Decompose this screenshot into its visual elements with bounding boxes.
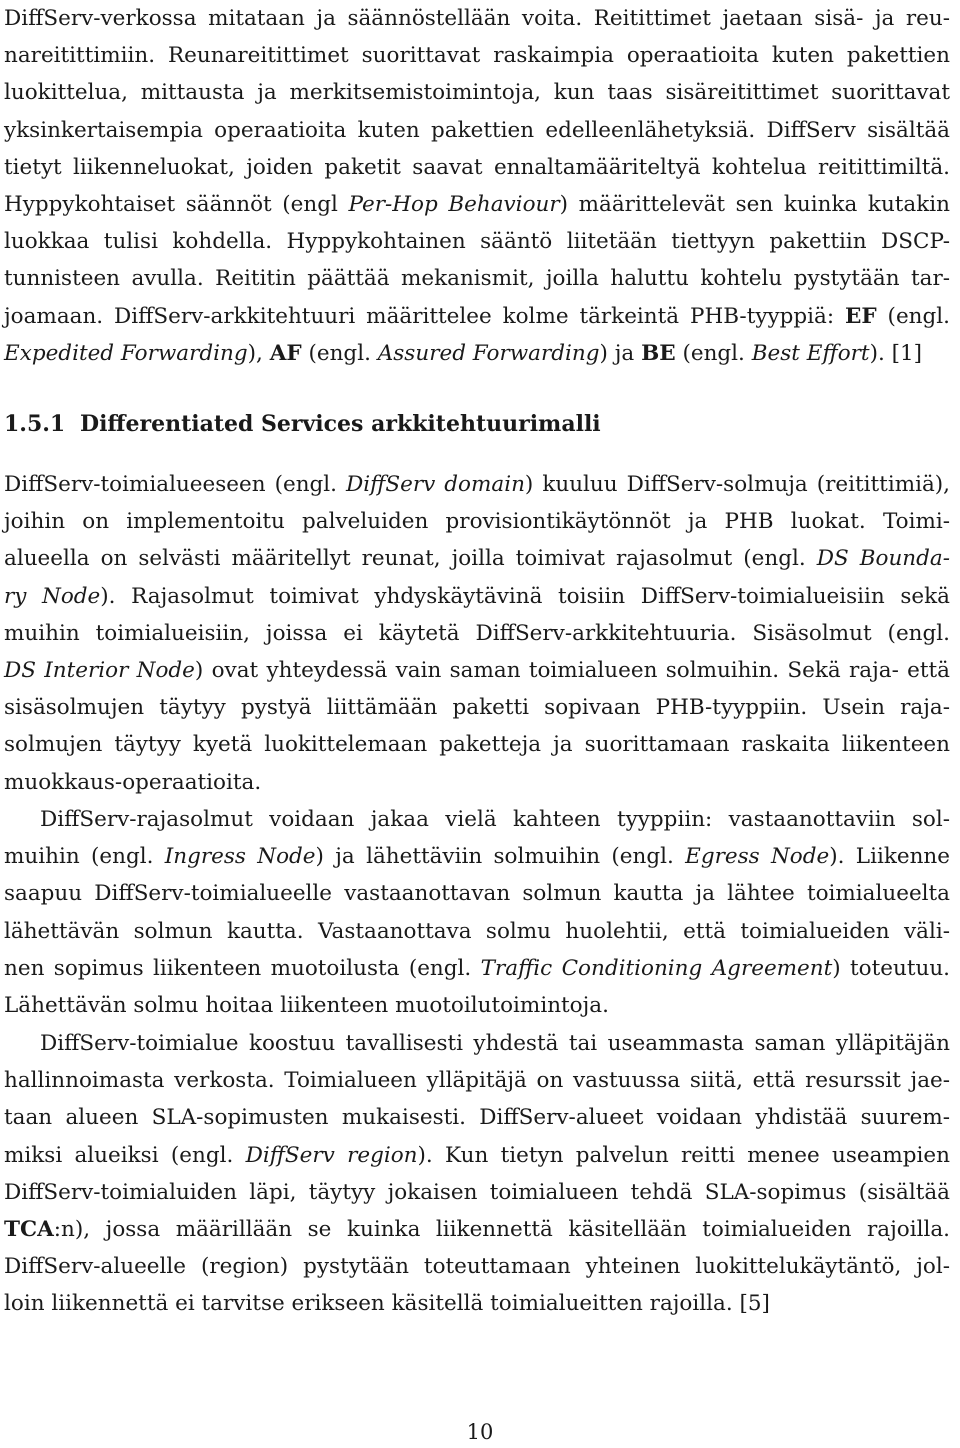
paragraph-4 [4, 1025, 950, 1323]
text-line: solmujen täytyy kyetä luokittelemaan paketteja ja suorittamaan raskaita liikenteen [4, 732, 950, 758]
section-number: 1.5.1 [4, 411, 66, 437]
text-line: DiffServ-alueelle (region) pystytään toteuttamaan yhteinen luokittelukäytäntö, jol- [4, 1254, 950, 1280]
text-line: DiffServ-rajasolmut voidaan jakaa vielä kahteen tyyppiin: vastaanottaviin sol- [40, 807, 950, 832]
text-line: saapuu DiffServ-toimialueelle vastaanottavan solmun kautta ja lähtee toimialueelta [4, 881, 950, 907]
text-line [4, 298, 950, 335]
text-line: sisäsolmujen täytyy pystyä liittämään paketti sopivaan PHB-tyyppiin. Usein raja- [4, 695, 950, 721]
text-line [4, 186, 950, 223]
text-run: ), [247, 340, 270, 366]
english-term: DiffServ domain [346, 472, 525, 497]
paragraph-2 [4, 466, 950, 801]
text-line [4, 652, 950, 689]
text-run: ). Liikenne [829, 844, 951, 870]
text-run: nen sopimus liikenteen muotoilusta (engl. [4, 955, 481, 981]
text-run: alueella on selvästi määritellyt reunat, joilla toimivat rajasolmut (engl. [4, 546, 817, 572]
text-run: ) ja [599, 340, 642, 366]
text-line [4, 540, 950, 577]
text-line: tunnisteen avulla. Reititin päättää mekanismit, joilla haluttu kohtelu pystytään tar- [4, 266, 950, 292]
text-line: luokittelua, mittausta ja merkitsemistoimintoja, kun taas sisäreitittimet suorittavat [4, 80, 950, 106]
text-run: ) kuuluu DiffServ-solmuja (reitittimiä), [524, 472, 950, 497]
text-run: ). Rajasolmut toimivat yhdyskäytävinä toisiin DiffServ-toimialueisiin sekä [100, 583, 950, 609]
text-run: ). Kun tietyn palvelun reitti menee useampien [417, 1142, 950, 1168]
english-term: ry Node [4, 583, 101, 609]
text-run: (engl. [876, 303, 950, 329]
text-line: DiffServ-toimialuiden läpi, täytyy jokaisen toimialueen tehdä SLA-sopimus (sisältää [4, 1179, 950, 1205]
text-line [4, 838, 950, 875]
text-run: ) ovat yhteydessä vain saman toimialueen solmuihin. Sekä raja- että [194, 657, 950, 683]
paragraph-3 [4, 801, 950, 1024]
text-run: DiffServ-toimialueeseen (engl. [4, 472, 347, 497]
text-run: miksi alueiksi (engl. [4, 1142, 246, 1168]
english-term: DiffServ region [245, 1142, 418, 1168]
text-run: ) määrittelevät sen kuinka kutakin [559, 191, 950, 217]
bold-term: EF [845, 303, 877, 329]
text-run: :n), jossa määrillään se kuinka liikennettä käsitellään toimialueiden rajoilla. [53, 1216, 950, 1242]
text-line [4, 1211, 950, 1248]
paragraph-1 [4, 0, 950, 372]
text-line: nareitittimiin. Reunareitittimet suorittavat raskaimpia operaatioita kuten pakettien [4, 43, 950, 69]
page-number: 10 [466, 1420, 494, 1444]
section-heading [4, 404, 601, 444]
english-term: Egress Node [685, 844, 830, 870]
text-run: Hyppykohtaiset säännöt (engl [4, 191, 349, 217]
text-line: lähettävän solmun kautta. Vastaanottava solmu huolehtii, että toimialueiden väli- [4, 918, 950, 944]
bold-term: TCA [4, 1216, 54, 1242]
text-run: joamaan. DiffServ-arkkitehtuuri määrittelee kolme tärkeintä PHB-tyyppiä: [4, 303, 845, 329]
text-line [4, 466, 950, 503]
text-line: Lähettävän solmu hoitaa liikenteen muotoilutoimintoja. [4, 992, 609, 1018]
text-line [4, 950, 950, 987]
text-line [4, 335, 950, 372]
english-term: Ingress Node [164, 844, 316, 870]
text-line [4, 1137, 950, 1174]
text-run: (engl. [675, 340, 752, 366]
text-line [4, 578, 950, 615]
bold-term: BE [641, 340, 676, 366]
text-line: taan alueen SLA-sopimusten mukaisesti. DiffServ-alueet voidaan yhdistää suurem- [4, 1105, 950, 1131]
text-line: yksinkertaisempia operaatioita kuten pakettien edelleenlähetyksiä. DiffServ sisältää [4, 117, 950, 143]
text-line: loin liikennettä ei tarvitse erikseen käsitellä toimialueitten rajoilla. [5] [4, 1291, 770, 1317]
section-title: Differentiated Services arkkitehtuurimalli [80, 411, 601, 437]
text-line: DiffServ-toimialue koostuu tavallisesti yhdestä tai useammasta saman ylläpitäjän [40, 1031, 950, 1056]
english-term: Expedited Forwarding [4, 340, 248, 366]
english-term: Best Effort [751, 340, 870, 366]
english-term: Assured Forwarding [377, 340, 600, 366]
text-line: tietyt liikenneluokat, joiden paketit saavat ennaltamääriteltyä kohtelua reitittimiltä. [4, 154, 950, 180]
text-line: muihin toimialueisiin, joissa ei käytetä DiffServ-arkkitehtuuria. Sisäsolmut (engl. [4, 620, 950, 646]
text-line: luokkaa tulisi kohdella. Hyppykohtainen sääntö liitetään tiettyyn pakettiin DSCP- [4, 229, 950, 255]
english-term: Per-Hop Behaviour [348, 191, 560, 217]
text-line: DiffServ-verkossa mitataan ja säännöstellään voita. Reitittimet jaetaan sisä- ja reu- [4, 6, 950, 31]
text-run: (engl. [301, 340, 378, 366]
english-term: DS Bounda- [816, 546, 950, 572]
text-run: ) toteutuu. [832, 955, 951, 981]
text-line: muokkaus-operaatioita. [4, 769, 262, 795]
text-run: ). [1] [869, 340, 923, 366]
english-term: Traffic Conditioning Agreement [480, 955, 833, 981]
text-run: muihin (engl. [4, 844, 165, 870]
text-run: ) ja lähettäviin solmuihin (engl. [315, 844, 686, 870]
bold-term: AF [269, 340, 302, 366]
text-line: hallinnoimasta verkosta. Toimialueen ylläpitäjä on vastuussa siitä, että resurssit jae- [4, 1068, 950, 1094]
text-line: joihin on implementoitu palveluiden provisiontikäytönnöt ja PHB luokat. Toimi- [4, 509, 950, 535]
english-term: DS Interior Node [4, 657, 195, 683]
